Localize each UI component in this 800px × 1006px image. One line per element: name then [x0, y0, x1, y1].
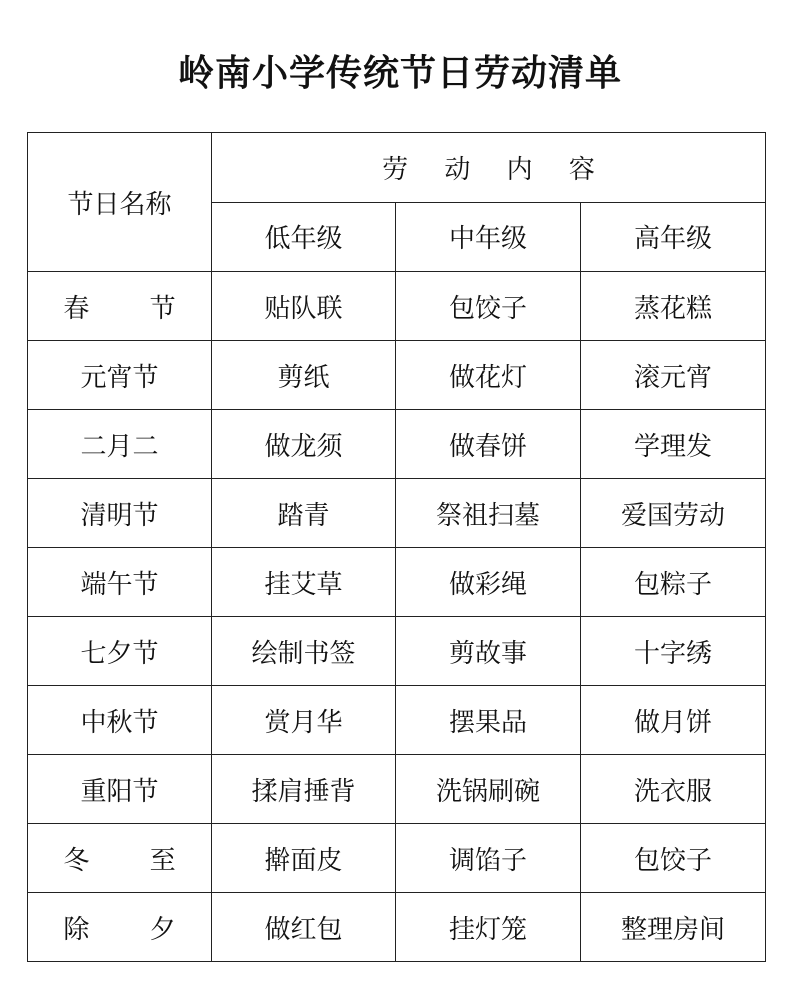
high-grade-cell: 爱国劳动: [581, 479, 766, 548]
high-grade-cell: 学理发: [581, 410, 766, 479]
festival-cell: 二月二: [28, 410, 212, 479]
low-grade-cell: 做龙须: [212, 410, 396, 479]
festival-cell: 七夕节: [28, 617, 212, 686]
mid-grade-cell: 做花灯: [396, 341, 581, 410]
festival-cell: 端午节: [28, 548, 212, 617]
table-row: [28, 272, 766, 341]
mid-grade-cell: 做彩绳: [396, 548, 581, 617]
grade-header-low: 低年级: [212, 202, 396, 272]
mid-grade-cell: 摆果品: [396, 686, 581, 755]
table-row: [28, 824, 766, 893]
low-grade-cell: 踏青: [212, 479, 396, 548]
festival-cell: 除 夕: [28, 893, 212, 962]
low-grade-cell: 剪纸: [212, 341, 396, 410]
table-header-row: [28, 133, 766, 203]
high-grade-cell: 整理房间: [581, 893, 766, 962]
festival-cell: 中秋节: [28, 686, 212, 755]
table-row: [28, 893, 766, 962]
table-row: [28, 548, 766, 617]
high-grade-cell: 包饺子: [581, 824, 766, 893]
table-row: [28, 686, 766, 755]
low-grade-cell: 贴队联: [212, 272, 396, 341]
labor-content-header: 劳 动 内 容: [212, 133, 766, 203]
low-grade-cell: 揉肩捶背: [212, 755, 396, 824]
low-grade-cell: 绘制书签: [212, 617, 396, 686]
page-title: 岭南小学传统节日劳动清单: [177, 53, 622, 94]
mid-grade-cell: 挂灯笼: [396, 893, 581, 962]
high-grade-cell: 做月饼: [581, 686, 766, 755]
festival-cell: 清明节: [28, 479, 212, 548]
high-grade-cell: 洗衣服: [581, 755, 766, 824]
mid-grade-cell: 祭祖扫墓: [396, 479, 581, 548]
mid-grade-cell: 剪故事: [396, 617, 581, 686]
high-grade-cell: 包粽子: [581, 548, 766, 617]
high-grade-cell: 蒸花糕: [581, 272, 766, 341]
mid-grade-cell: 做春饼: [396, 410, 581, 479]
grade-header-high: 高年级: [581, 202, 766, 272]
low-grade-cell: 做红包: [212, 893, 396, 962]
low-grade-cell: 赏月华: [212, 686, 396, 755]
festival-name-header: 节日名称: [28, 133, 212, 272]
festival-cell: 冬 至: [28, 824, 212, 893]
mid-grade-cell: 洗锅刷碗: [396, 755, 581, 824]
mid-grade-cell: 调馅子: [396, 824, 581, 893]
high-grade-cell: 滚元宵: [581, 341, 766, 410]
table-row: [28, 410, 766, 479]
mid-grade-cell: 包饺子: [396, 272, 581, 341]
table-row: [28, 755, 766, 824]
festival-cell: 重阳节: [28, 755, 212, 824]
grade-header-mid: 中年级: [396, 202, 581, 272]
low-grade-cell: 挂艾草: [212, 548, 396, 617]
table-row: [28, 341, 766, 410]
festival-cell: 元宵节: [28, 341, 212, 410]
labor-table: [27, 132, 766, 962]
high-grade-cell: 十字绣: [581, 617, 766, 686]
table-row: [28, 617, 766, 686]
festival-cell: 春 节: [28, 272, 212, 341]
table-row: [28, 479, 766, 548]
low-grade-cell: 擀面皮: [212, 824, 396, 893]
